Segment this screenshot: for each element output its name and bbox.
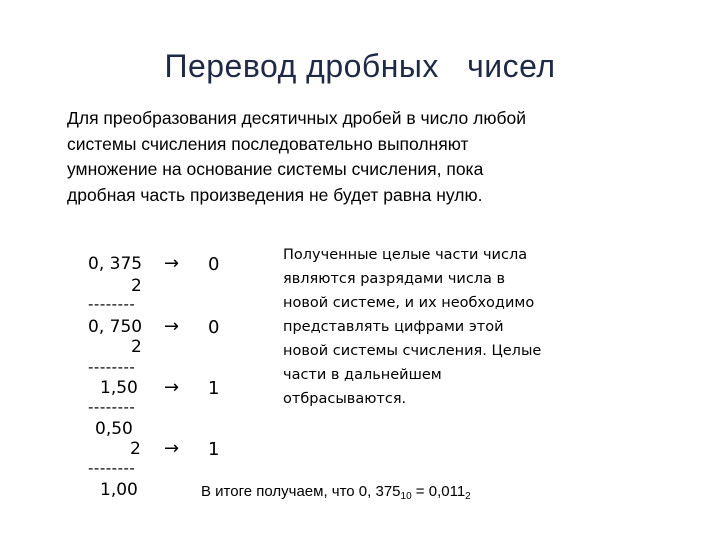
calc-row: 0,50	[95, 419, 133, 439]
calc-row: 1,00	[100, 480, 138, 500]
result-base-to: 2	[465, 491, 471, 502]
arrow-icon: →	[164, 253, 180, 274]
explanation-text: Полученные целые части числа являются разрядами числа в новой системе, и их необходимо представлять цифрами этой новой системы счисления. Целые части в дальнейшем отбрасываются.	[283, 247, 542, 407]
calc-divider: --------	[88, 358, 136, 376]
result-equals: = 0,011	[411, 483, 466, 500]
calc-row: 2	[131, 276, 142, 296]
calc-divider: --------	[88, 398, 136, 416]
result-prefix: В итоге получаем, что 0, 375	[201, 483, 401, 500]
integer-digit: 0	[208, 254, 220, 275]
calc-row: 2	[131, 337, 142, 357]
multiplication-column	[88, 248, 258, 508]
arrow-icon: →	[164, 438, 180, 459]
intro-paragraph: Для преобразования десятичных дробей в число любой системы счисления последовательно выполняют умножение на основание системы счисления, пока дробная часть произведения не будет равна нулю.	[67, 108, 527, 205]
integer-digit: 0	[208, 317, 220, 338]
arrow-icon: →	[164, 377, 180, 398]
integer-digit: 1	[208, 378, 220, 399]
calc-row: 2	[130, 439, 141, 459]
calc-divider: --------	[88, 459, 136, 477]
integer-digit: 1	[208, 439, 220, 460]
slide-title: Перевод дробных чисел	[164, 48, 556, 84]
result-base-from: 10	[400, 491, 412, 502]
arrow-icon: →	[164, 316, 180, 337]
calc-divider: --------	[88, 295, 136, 313]
calc-row: 0, 750	[88, 317, 143, 337]
calc-row: 1,50	[100, 378, 138, 398]
calc-row: 0, 375	[88, 254, 143, 274]
result-line	[201, 483, 471, 502]
